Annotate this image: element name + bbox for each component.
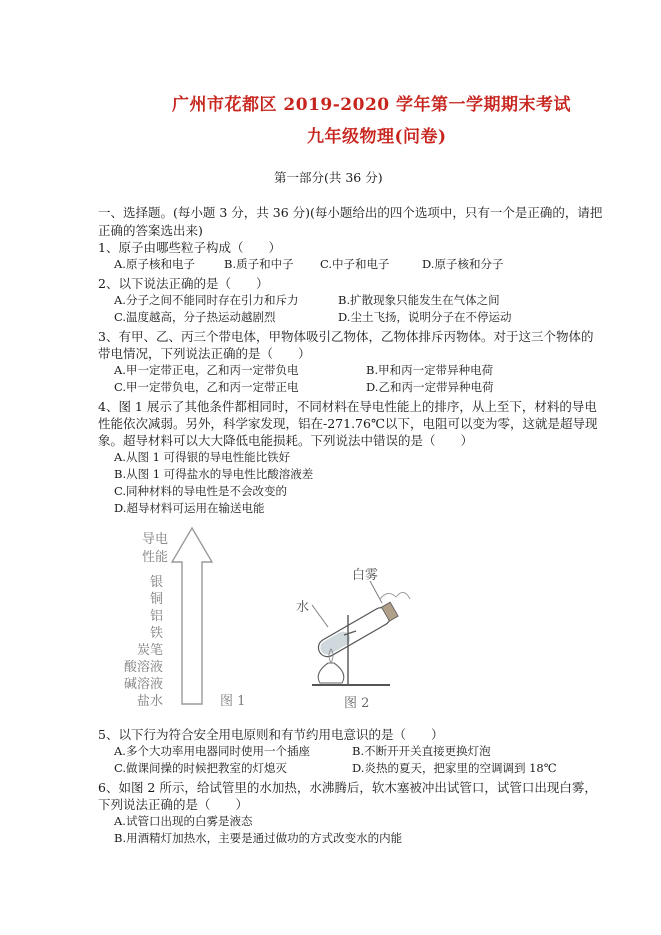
q1-option-b: B.质子和中子 <box>224 257 294 271</box>
fig1-material-silver: 银 <box>150 575 164 590</box>
up-arrow-icon <box>168 526 216 706</box>
q6-option-a: A.试管口出现的白雾是液态 <box>114 814 253 828</box>
q2-option-c: C.温度越高，分子热运动越剧烈 <box>114 310 276 324</box>
fig2-label-white-mist: 白雾 <box>352 568 379 583</box>
fig2-caption: 图 2 <box>344 696 370 711</box>
fig1-caption: 图 1 <box>220 694 246 709</box>
q6-option-b: B.用酒精灯加热水，主要是通过做功的方式改变水的内能 <box>114 831 403 845</box>
part-heading: 第一部分(共 36 分) <box>274 170 383 185</box>
q3-stem-line2: 带电情况，下列说法正确的是（ ） <box>98 346 311 361</box>
fig2-label-water: 水 <box>296 600 310 615</box>
q1-stem: 1、原子由哪些粒子构成（ ） <box>98 240 281 255</box>
fig1-material-salt-water: 盐水 <box>137 694 164 709</box>
q6-stem-line2: 下列说法正确的是（ ） <box>98 797 249 812</box>
q4-stem-line2: 性能依次减弱。另外，科学家发现，铝在-271.76℃以下，电阻可以变为零，这就是超导现 <box>98 416 598 431</box>
q1-option-d: D.原子核和分子 <box>422 257 504 271</box>
q4-option-a: A.从图 1 可得银的导电性能比铁好 <box>114 450 291 464</box>
q5-option-a: A.多个大功率用电器同时使用一个插座 <box>114 744 310 758</box>
q5-option-b: B.不断开开关直接更换灯泡 <box>352 744 491 758</box>
section-instruction-line1: 一、选择题。(每小题 3 分，共 36 分)(每小题给出的四个选项中，只有一个是正确的，请把 <box>98 205 603 220</box>
q1-option-a: A.原子核和电子 <box>114 257 195 271</box>
q4-stem-line3: 象。超导材料可以大大降低电能损耗。下列说法中错误的是（ ） <box>98 433 474 448</box>
fig1-label-top-2: 性能 <box>142 550 169 565</box>
fig1-material-iron: 铁 <box>150 626 164 641</box>
fig1-label-top-1: 导电 <box>142 532 169 547</box>
test-tube-apparatus-icon <box>290 575 420 693</box>
fig1-material-pencil-carbon: 炭笔 <box>137 643 164 658</box>
q4-stem-line1: 4、图 1 展示了其他条件都相同时，不同材料在导电性能上的排序，从上至下，材料的导电 <box>98 399 597 414</box>
q6-stem-line1: 6、如图 2 所示，给试管里的水加热，水沸腾后，软木塞被冲出试管口，试管口出现白雾， <box>98 780 597 795</box>
q1-option-c: C.中子和电子 <box>320 257 390 271</box>
q2-option-b: B.扩散现象只能发生在气体之间 <box>338 293 500 307</box>
q2-option-a: A.分子之间不能同时存在引力和斥力 <box>114 293 299 307</box>
q3-option-d: D.乙和丙一定带异种电荷 <box>366 380 494 394</box>
page-subtitle: 九年级物理(问卷) <box>307 127 447 147</box>
q5-option-c: C.做课间操的时候把教室的灯熄灭 <box>114 761 288 775</box>
q2-stem: 2、以下说法正确的是（ ） <box>98 276 269 291</box>
section-instruction-line2: 正确的答案选出来) <box>98 223 203 238</box>
q4-option-b: B.从图 1 可得盐水的导电性比酸溶液差 <box>114 467 314 481</box>
q3-option-a: A.甲一定带正电，乙和丙一定带负电 <box>114 363 299 377</box>
q3-option-b: B.甲和丙一定带异种电荷 <box>366 363 494 377</box>
fig1-material-acid-solution: 酸溶液 <box>124 660 164 675</box>
q3-stem-line1: 3、有甲、乙、丙三个带电体，甲物体吸引乙物体，乙物体排斥丙物体。对于这三个物体的 <box>98 329 594 344</box>
q5-option-d: D.炎热的夏天，把家里的空调调到 18℃ <box>352 761 557 775</box>
fig1-material-copper: 铜 <box>150 592 164 607</box>
q4-option-c: C.同种材料的导电性是不会改变的 <box>114 484 288 498</box>
q4-option-d: D.超导材料可运用在输送电能 <box>114 501 265 515</box>
q3-option-c: C.甲一定带负电，乙和丙一定带正电 <box>114 380 299 394</box>
q2-option-d: D.尘土飞扬，说明分子在不停运动 <box>338 310 512 324</box>
q5-stem: 5、以下行为符合安全用电原则和有节约用电意识的是（ ） <box>98 727 444 742</box>
fig1-material-aluminum: 铝 <box>150 609 164 624</box>
page-title: 广州市花都区 2019-2020 学年第一学期期末考试 <box>172 95 572 115</box>
fig1-material-alkali-solution: 碱溶液 <box>124 677 164 692</box>
